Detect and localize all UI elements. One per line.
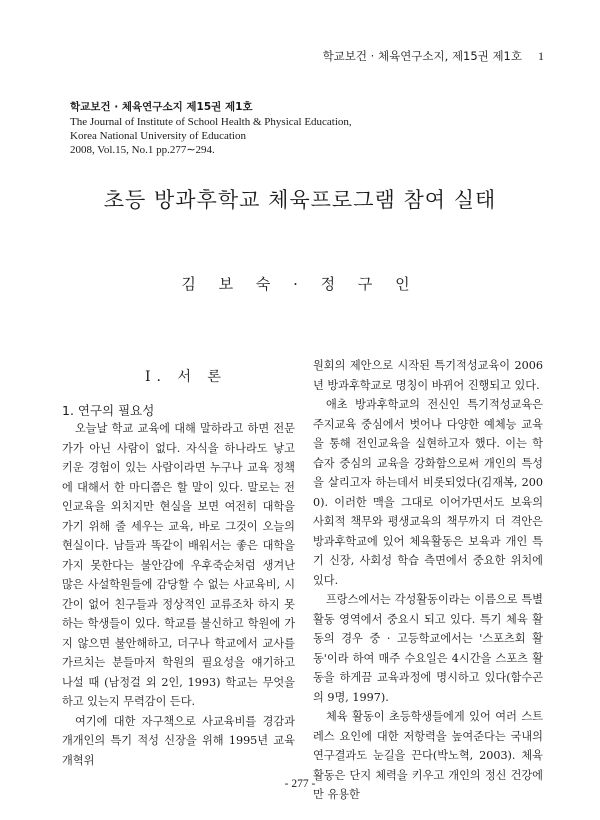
- running-head-text: 학교보건 · 체육연구소지, 제15권 제1호: [322, 49, 522, 63]
- journal-english-line2: Korea National University of Education: [70, 130, 246, 142]
- journal-info: [70, 100, 352, 157]
- subsection-heading: 1. 연구의 필요성: [62, 403, 155, 418]
- page-number: - 277 -: [284, 778, 316, 790]
- paragraph: 애초 방과후학교의 전신인 특기적성교육은 주지교육 중심에서 벗어나 다양한 예체능 교육을 통해 전인교육을 실현하고자 했다. 이는 학습자 중심의 교육을 강화함으로써 개인의 특성을 살리고자 하는데서 비롯되었다(김재복, 2000). 이러한 맥을 그대로 이어가면서도 보육의 사회적 책무와 평생교육의 책무까지 더 격안은 방과후학교에 있어 체육활동은 보육과 개인 특기 신장, 사회성 학습 측면에서 중요한 위치에 있다.: [313, 398, 543, 587]
- paragraph: 프랑스에서는 각성활동이라는 이름으로 특별활동 영역에서 중요시 되고 있다. 특기 체육 활동의 경우 중 · 고등학교에서는 '스포츠회 활동'이라 하여 매주 수요일은 4시간을 스포츠 활동을 하게끔 교육과정에 명시하고 있다(함수곤의 9명, 1997).: [313, 593, 543, 704]
- journal-citation: 2008, Vol.15, No.1 pp.277∼294.: [70, 144, 215, 156]
- journal-korean: 학교보건 · 체육연구소지 제15권 제1호: [70, 101, 253, 113]
- journal-english-line1: The Journal of Institute of School Health & Physical Education,: [70, 116, 352, 128]
- paper-title: 초등 방과후학교 체육프로그램 참여 실태: [103, 188, 497, 212]
- authors: 김 보 숙 · 정 구 인: [181, 275, 419, 293]
- left-column: [62, 419, 295, 770]
- paragraph: 원회의 제안으로 시작된 특기적성교육이 2006년 방과후학교로 명칭이 바뀌어 진행되고 있다.: [313, 359, 543, 392]
- right-column: [313, 356, 543, 805]
- running-head-page: 1: [538, 49, 544, 63]
- paragraph: 오늘날 학교 교육에 대해 말하라고 하면 전문가가 아닌 사람이 없다. 자식을 하나라도 낳고 키운 경험이 있는 사람이라면 누구나 교육 정책에 대해서 한 마디쯤은 할 말이 있다. 말로는 전인교육을 외치지만 현실을 보면 여전히 대학을 가기 위해 줄 세우는 교육, 바로 그것이 오늘의 현실이다. 남들과 똑같이 배워서는 좋은 대학을 가지 못한다는 불안감에 우후죽순처럼 생겨난 많은 사설학원들에 감당할 수 없는 사교육비, 시간이 없어 친구들과 정상적인 교류조차 하지 못하는 학생들이 있다. 학교를 불신하고 학원에 가지 않으면 불안해하고, 더구나 학교에서 교사를 가르치는 분들마저 학원의 필요성을 얘기하고 나설 때 (남정걸 외 2인, 1993) 학교는 무엇을 하고 있는지 무력감이 든다.: [62, 422, 295, 708]
- running-head: [300, 48, 544, 64]
- section-heading: Ⅰ. 서 론: [145, 369, 227, 385]
- paragraph: 체육 활동이 초등학생들에게 있어 여러 스트레스 요인에 대한 저항력을 높여준다는 국내의 연구결과도 눈길을 끈다(박노혁, 2003). 체육 활동은 단지 체력을 키우고 개인의 정신 건강에만 유용한: [313, 710, 543, 801]
- paragraph: 여기에 대한 자구책으로 사교육비를 경감과 개개인의 특기 적성 신장을 위해 1995년 교육개혁위: [62, 714, 295, 767]
